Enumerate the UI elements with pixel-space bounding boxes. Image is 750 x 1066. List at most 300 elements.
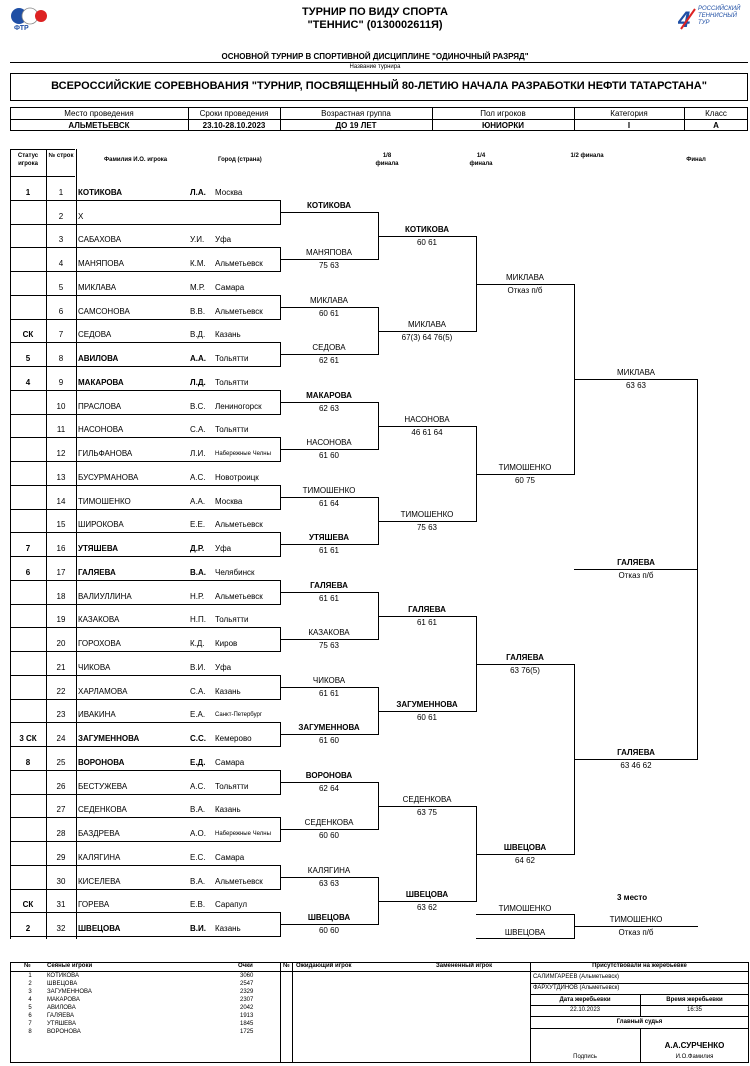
entry-city: Альметьевск [215,259,263,268]
entry-line [10,247,280,248]
r16-winner: ЗАГУМЕННОВА [298,723,360,732]
r16-winner: МАКАРОВА [306,391,352,400]
entry-line [10,936,280,937]
r16-score: 62 64 [318,784,340,793]
r16-line [280,212,378,213]
entry-city: Тольятти [215,781,249,791]
seed-num: 7 [28,1021,32,1027]
qf-score: 63 62 [416,903,438,912]
qf-winner: ГАЛЯЕВА [408,605,446,614]
entry-status: СК [22,330,34,340]
entry-line [10,437,280,438]
entry-line [10,485,280,486]
draw-col-divider [76,149,77,939]
entry-last-name: УТЯШЕВА [78,544,119,553]
third-player-2: ШВЕЦОВА [504,928,546,937]
r16-line [280,829,378,830]
entry-initials: К.М. [190,259,206,268]
seed-num: 2 [28,981,32,987]
entry-line [10,461,280,462]
r16-score: 61 61 [318,689,340,698]
final-score: 63 46 62 [620,761,652,770]
entry-initials: Е.С. [190,852,206,862]
entry-city: Альметьевск [215,591,263,601]
entry-initials: Л.Д. [190,377,206,387]
entry-number: 29 [56,852,66,862]
entry-initials: Е.В. [190,900,206,910]
entry-line [10,390,280,391]
r16-winner: УТЯШЕВА [308,533,350,542]
seed-num: 8 [28,1029,32,1035]
champion-line [574,569,698,570]
entry-initials: Л.И. [190,449,206,458]
sf-winner: ГАЛЯЕВА [506,653,544,662]
entry-initials: В.А. [190,805,206,815]
seed-points: 2329 [240,989,254,995]
entry-line [10,295,280,296]
r16-line [280,687,378,688]
entry-line [10,699,280,700]
entry-number: 7 [58,330,64,340]
info-label: Категория [610,109,648,118]
ftr-logo [8,6,48,34]
entry-status: 3 СК [19,734,37,743]
entry-city: Челябинск [215,567,255,577]
r16-winner: ТИМОШЕНКО [302,486,356,495]
bottom-divider [292,962,293,1063]
seed-name: КОТИКОВА [47,973,79,979]
entry-city: Набережные Челны [215,831,271,837]
entry-number: 14 [56,496,66,506]
qf-winner: ТИМОШЕНКО [400,510,454,519]
seed-name: МАКАРОВА [47,997,80,1003]
sf-line [476,474,574,475]
entry-last-name: СЕДЕНКОВА [78,805,127,815]
entry-initials: Е.Е. [190,520,206,530]
entry-initials: Е.Д. [190,757,206,767]
entry-city: Новотроицк [215,472,259,482]
entry-city: Лениногорск [215,401,262,411]
info-value: I [627,121,631,130]
r16-line [280,924,378,925]
rtt-logo: 4 РОССИЙСКИЙ ТЕННИСНЫЙ ТУР [678,6,741,32]
draw-time: 16:35 [686,1007,702,1013]
r16-score: 63 63 [318,879,340,888]
entry-status: 1 [25,187,31,197]
qf-winner: КОТИКОВА [404,225,449,234]
entry-number: 24 [56,734,66,743]
bottom-divider [280,962,281,1063]
entry-line [10,556,280,557]
doc-title-1: ТУРНИР ПО ВИДУ СПОРТА [302,6,448,18]
entry-initials: Д.Р. [190,544,205,553]
r16-winner: СЕДОВА [312,343,346,352]
entry-status: 2 [25,924,31,933]
judge-line [530,1016,749,1017]
entry-initials: А.А. [190,354,206,363]
entry-last-name: МАНЯПОВА [78,259,124,268]
r16-line [280,734,378,735]
entry-last-name: БУСУРМАНОВА [78,472,139,482]
entry-status: 7 [25,544,31,553]
qf-line [378,616,476,617]
sf-score: 60 75 [514,476,536,485]
entry-number: 21 [56,662,66,672]
entry-city: Тольятти [215,425,249,435]
info-divider [10,119,748,120]
entry-last-name: КОТИКОВА [78,187,123,197]
r16-score: 60 61 [318,309,340,318]
r16-line [280,782,378,783]
entry-city: Альметьевск [215,306,263,316]
entry-last-name: КАЛЯГИНА [78,852,121,862]
r16-winner: ГАЛЯЕВА [310,581,348,590]
entry-city: Кемерово [215,734,252,743]
info-value: АЛЬМЕТЬЕВСК [68,121,130,130]
r16-score: 61 61 [318,546,340,555]
entry-status: 4 [25,377,31,387]
entry-city: Санкт-Петербург [215,712,263,719]
entry-initials: В.И. [190,924,206,933]
third-player-1: ТИМОШЕНКО [498,904,552,913]
info-value: ДО 19 ЛЕТ [335,121,377,130]
entry-line [10,604,280,605]
r16-score: 61 60 [318,451,340,460]
entry-city: Казань [215,686,241,696]
qf-score: 75 63 [416,523,438,532]
entry-last-name: ЧИКОВА [78,662,111,672]
seed-num: 4 [28,997,32,1003]
entry-last-name: ИВАКИНА [78,710,116,720]
entry-city: Москва [215,496,243,506]
entry-last-name: КАЗАКОВА [78,615,120,625]
draw-date-label: Дата жеребьевки [559,997,611,1003]
entry-city: Альметьевск [215,520,263,530]
entry-initials: В.С. [190,401,206,411]
col-status-header: Статус игрока [17,153,39,167]
qf-score: 61 61 [416,618,438,627]
r16-winner: МАНЯПОВА [306,248,352,257]
entry-last-name: СЕДОВА [78,330,112,340]
entry-line [10,224,280,225]
entry-line [10,817,280,818]
entry-last-name: БАЗДРЕВА [78,829,120,838]
entry-line [10,889,280,890]
entry-city: Тольятти [215,377,249,387]
entry-line [10,509,280,510]
entry-last-name: ГОРОХОВА [78,639,121,648]
qf-score: 60 61 [416,713,438,722]
waiting-header: Ожидающий игрок [296,963,352,969]
entry-line [10,342,280,343]
discipline: ОСНОВНОЙ ТУРНИР В СПОРТИВНОЙ ДИСЦИПЛИНЕ "ОДИНОЧНЫЙ РАЗРЯД" [221,52,529,61]
r16-line [280,354,378,355]
entry-line [10,532,280,533]
sf-line [476,854,574,855]
bottom-header-line [10,971,749,972]
sf-score: 63 76(5) [510,666,540,675]
entry-number: 28 [56,829,66,838]
r16-line [280,592,378,593]
entry-number: 2 [58,211,64,221]
col-final-header: Финал [686,157,706,163]
r16-winner: КАЛЯГИНА [307,866,351,875]
r16-winner: СЕДЕНКОВА [304,818,354,827]
entry-last-name: ВОРОНОВА [78,757,125,767]
entry-city: Казань [215,330,241,340]
r16-score: 60 60 [318,831,340,840]
entry-line [10,366,280,367]
name-label: И.О.Фамилия [675,1054,714,1060]
seed-name: ЗАГУМЕННОВА [47,989,92,995]
draw-date: 22.10.2023 [569,1007,601,1013]
entry-line [10,675,280,676]
entry-initials: В.А. [190,567,206,577]
entry-line [10,651,280,652]
entry-number: 8 [58,354,64,363]
entry-last-name: САМСОНОВА [78,306,130,316]
entry-line [10,627,280,628]
info-label: Класс [705,109,727,118]
entry-city: Сарапул [215,900,248,910]
r16-score: 61 60 [318,736,340,745]
sf-winner: МИКЛАВА [505,273,545,282]
r16-score: 62 63 [318,404,340,413]
entry-city: Тольятти [215,354,249,363]
replaced-header: Замененный игрок [436,963,493,969]
r16-score: 61 64 [318,499,340,508]
final-line [574,759,698,760]
r16-score: 60 60 [318,926,340,935]
entry-city: Уфа [215,544,232,553]
entry-line [10,271,280,272]
third-line [476,914,574,915]
col-qf-header: 1/4 финала [469,153,493,167]
doc-title-2: "ТЕННИС" (0130002611Я) [307,19,443,31]
entry-line [10,770,280,771]
seeds-name-header: Сеяные игроки [47,963,93,969]
entry-initials: В.Д. [190,330,206,340]
entry-initials: А.А. [190,496,206,506]
col-player-header: Фамилия И.О. игрока [104,157,168,163]
qf-line [378,426,476,427]
entry-last-name: ХАРЛАМОВА [78,686,128,696]
info-label: Возрастная группа [321,109,391,118]
qf-winner: МИКЛАВА [407,320,447,329]
r16-winner: МИКЛАВА [309,296,349,305]
qf-winner: НАСОНОВА [404,415,450,424]
entry-line [10,580,280,581]
col-r16-header: 1/8 финала [375,153,399,167]
seed-points: 1725 [240,1029,254,1035]
entry-last-name: ТИМОШЕНКО [78,496,131,506]
entry-number: 19 [56,615,66,625]
entry-initials: У.И. [190,235,205,245]
r16-line [280,259,378,260]
entry-initials: Е.А. [190,710,206,720]
entry-initials: Н.П. [190,615,206,625]
entry-line [10,722,280,723]
chief-judge-name: А.А.СУРЧЕНКО [664,1041,725,1050]
entry-number: 30 [56,876,66,886]
ftr-logo-text: ФТР [14,25,29,32]
entry-number: 17 [56,567,66,577]
entry-initials: К.Д. [190,639,205,648]
third-winner-line [574,926,698,927]
entry-number: 32 [56,924,66,933]
entry-city: Казань [215,924,241,933]
entry-initials: Л.А. [190,187,206,197]
third-winner: ТИМОШЕНКО [609,915,663,924]
info-value: А [713,121,719,130]
seed-points: 3060 [240,973,254,979]
entry-status: 6 [25,567,31,577]
champion-name: ГАЛЯЕВА [617,558,655,567]
draw-top-line [10,149,75,150]
draw-time-label: Время жеребьевки [666,997,723,1003]
qf-score: 67(3) 64 76(5) [401,333,453,342]
entry-last-name: ПРАСЛОВА [78,401,122,411]
entry-initials: А.С. [190,472,206,482]
entry-line [10,200,280,201]
entry-number: 16 [56,544,66,553]
third-score: Отказ п/б [618,928,654,937]
champion-score: Отказ п/б [618,571,654,580]
r16-winner: ШВЕЦОВА [307,913,351,922]
entry-number: 23 [56,710,66,720]
entry-initials: А.С. [190,781,206,791]
info-label: Место проведения [64,109,134,118]
seeds-pts-header: Очки [238,963,253,969]
r16-winner: КОТИКОВА [306,201,351,210]
seed-points: 2547 [240,981,254,987]
entry-last-name: НАСОНОВА [78,425,124,435]
qf-score: 46 61 64 [411,428,443,437]
qf-line [378,331,476,332]
tournament-name: ВСЕРОССИЙСКИЕ СОРЕВНОВАНИЯ "ТУРНИР, ПОСВЯЩЕННЫЙ 80-ЛЕТИЮ НАЧАЛА РАЗРАБОТКИ НЕФТИ ТАТАРСТАНА" [51,80,707,92]
third-line [476,938,574,939]
qf-line [378,806,476,807]
info-label: Сроки проведения [199,109,269,118]
entry-initials: М.Р. [190,282,205,292]
sf-winner: ТИМОШЕНКО [498,463,552,472]
sf-line [476,664,574,665]
entry-last-name: БЕСТУЖЕВА [78,781,128,791]
entry-line [10,865,280,866]
present-label: Присутствовали на жеребьевке [592,963,687,969]
seed-name: АВИЛОВА [47,1005,76,1011]
entry-city: Киров [215,639,238,648]
col-sf-header: 1/2 финала [570,153,604,159]
entry-city: Уфа [215,662,232,672]
entry-number: 12 [56,449,66,458]
entry-status: СК [22,900,34,910]
r16-line [280,402,378,403]
seed-points: 1845 [240,1021,254,1027]
seed-points: 1913 [240,1013,254,1019]
r16-score: 62 61 [318,356,340,365]
col-city-header: Город (страна) [218,157,262,163]
svg-text:4: 4 [678,7,691,32]
entry-line [10,414,280,415]
entry-last-name: Х [78,211,84,221]
entry-line [10,746,280,747]
present-2: ФАРХУТДИНОВ (Альметьевск) [533,985,620,991]
qf-line [378,236,476,237]
qf-winner: ШВЕЦОВА [405,890,449,899]
seed-num: 1 [28,973,32,979]
entry-initials: В.В. [190,306,206,316]
entry-line [10,319,280,320]
third-place-label: 3 место [617,893,648,902]
entry-last-name: ГОРЕВА [78,900,110,910]
r16-winner: ВОРОНОВА [305,771,353,780]
seed-num: 3 [28,989,32,995]
entry-number: 3 [58,235,64,245]
entry-initials: С.С. [190,734,206,743]
entry-number: 1 [58,187,64,197]
entry-number: 13 [56,472,66,482]
qf-score: 60 61 [416,238,438,247]
seed-name: ВОРОНОВА [47,1029,81,1035]
entry-last-name: ЗАГУМЕННОВА [78,734,140,743]
r16-line [280,497,378,498]
entry-status: 5 [25,354,31,363]
entry-last-name: ВАЛИУЛЛИНА [78,591,132,601]
r16-line [280,307,378,308]
entry-number: 31 [56,900,66,910]
qf-winner: ЗАГУМЕННОВА [396,700,458,709]
seed-num: 6 [28,1013,32,1019]
entry-city: Самара [215,852,245,862]
final-player: МИКЛАВА [616,368,656,377]
entry-initials: А.О. [190,829,207,838]
r16-line [280,877,378,878]
entry-number: 15 [56,520,66,530]
entry-city: Казань [215,805,241,815]
entry-last-name: ШВЕЦОВА [78,924,121,933]
qf-score: 63 75 [416,808,438,817]
entry-last-name: ШИРОКОВА [78,520,124,530]
entry-number: 18 [56,591,66,601]
entry-last-name: КИСЕЛЕВА [78,876,121,886]
qf-winner: СЕДЕНКОВА [402,795,452,804]
info-value: ЮНИОРКИ [482,121,524,130]
r16-line [280,639,378,640]
qf-line [378,901,476,902]
entry-city: Альметьевск [215,876,263,886]
entry-city: Самара [215,757,245,767]
entry-line [10,841,280,842]
entry-number: 26 [56,781,66,791]
entry-number: 6 [58,306,64,316]
tournament-name-label: Название турнира [349,64,401,70]
final-score: 63 63 [625,381,647,390]
sf-winner: ШВЕЦОВА [503,843,547,852]
seed-name: УТЯШЕВА [47,1021,76,1027]
entry-number: 27 [56,805,66,815]
entry-city: Москва [215,187,243,197]
info-value: 23.10-28.10.2023 [202,121,266,130]
final-line [574,379,698,380]
entry-number: 5 [58,282,64,292]
present-1: САЛИМГАРЕЕВ (Альметьевск) [533,974,619,980]
seed-points: 2307 [240,997,254,1003]
entry-number: 11 [56,425,66,435]
entry-number: 20 [56,639,66,648]
entry-number: 4 [58,259,64,268]
seed-points: 2042 [240,1005,254,1011]
